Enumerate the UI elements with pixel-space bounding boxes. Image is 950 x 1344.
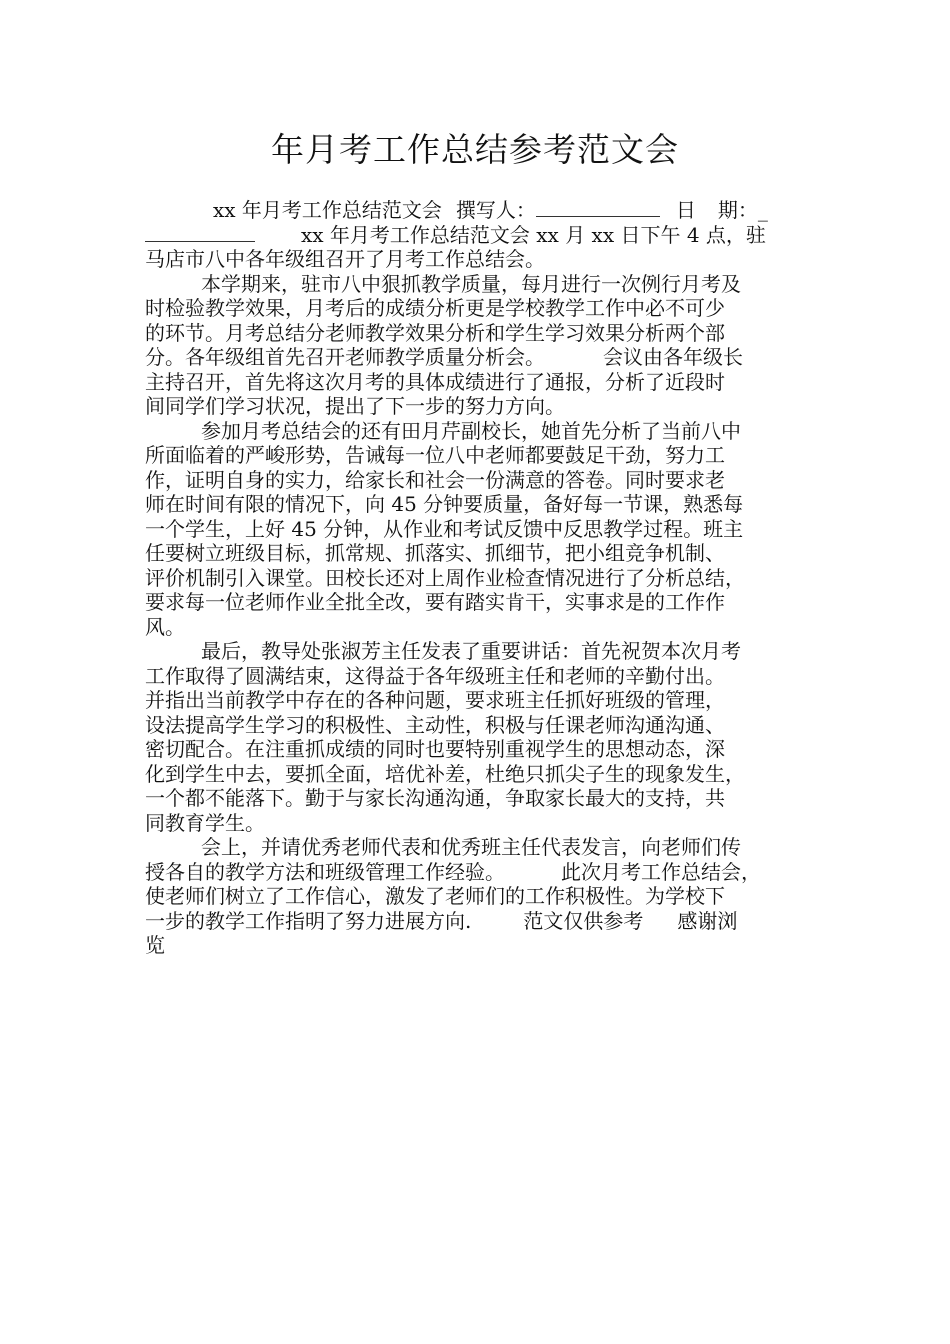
p2-line: 一个学生，上好 45 分钟，从作业和考试反馈中反思教学过程。班主 — [145, 516, 744, 541]
p3-line: 化到学生中去，要抓全面，培优补差，杜绝只抓尖子生的现象发生， — [145, 761, 745, 786]
date-blank-start: _ — [757, 198, 768, 222]
p3-line: 最后，教导处张淑芳主任发表了重要讲话：首先祝贺本次月考 — [201, 639, 741, 663]
document-body — [145, 198, 810, 958]
p2-line: 任要树立班级目标，抓常规、抓落实、抓细节，把小组竞争机制、 — [145, 541, 725, 565]
date-label-b: 期： — [717, 198, 758, 222]
p3-line: 密切配合。在注重抓成绩的同时也要特别重视学生的思想动态，深 — [145, 737, 725, 761]
p3-line: 一个都不能落下。勤于与家长沟通沟通，争取家长最大的支持，共 — [145, 786, 725, 810]
p1-line — [145, 345, 810, 370]
p1-line-part: 会议由各年级长 — [603, 345, 743, 369]
p3-line: 同教育学生。 — [145, 810, 265, 835]
p2-line: 参加月考总结会的还有田月芹副校长，她首先分析了当前八中 — [201, 418, 741, 443]
p3-line: 工作取得了圆满结束，这得益于各年级班主任和老师的辛勤付出。 — [145, 663, 725, 688]
p2-line: 师在时间有限的情况下，向 45 分钟要质量，备好每一节课，熟悉每 — [145, 492, 744, 516]
p3-line: 设法提高学生学习的积极性、主动性，积极与任课老师沟通沟通、 — [145, 712, 725, 737]
text-line: 马店市八中各年级组召开了月考工作总结会。 — [145, 247, 545, 271]
header-line-2 — [145, 223, 810, 248]
p1-line: 时检验教学效果，月考后的成绩分析更是学校教学工作中必不可少 — [145, 296, 725, 320]
date-blank — [145, 223, 255, 242]
p2-line: 风。 — [145, 614, 185, 639]
date-label-a: 日 — [675, 198, 696, 222]
closing-note: 范文仅供参考 — [523, 908, 644, 933]
p1-line: 的环节。月考总结分老师教学效果分析和学生学习效果分析两个部 — [145, 320, 725, 345]
p4-line-part: 此次月考工作总结会， — [561, 859, 761, 884]
document-title: 年月考工作总结参考范文会 — [271, 130, 679, 169]
p1-line: 本学期来，驻市八中狠抓教学质量，每月进行一次例行月考及 — [201, 271, 741, 296]
p2-line: 要求每一位老师作业全批全改，要有踏实肯干，实事求是的工作作 — [145, 590, 725, 614]
p4-line — [145, 860, 810, 885]
p4-line: 览 — [145, 933, 165, 957]
author-label: 撰写人： — [455, 198, 536, 222]
header-line — [145, 198, 810, 223]
p1-line: 间同学们学习状况，提出了下一步的努力方向。 — [145, 394, 565, 418]
p4-line-part: 授各自的教学方法和班级管理工作经验。 — [145, 859, 505, 884]
p4-line-part: 一步的教学工作指明了努力进展方向. — [145, 908, 472, 933]
p3-line: 并指出当前教学中存在的各种问题，要求班主任抓好班级的管理， — [145, 688, 725, 712]
line2-rest: xx 年月考工作总结范文会 xx 月 xx 日下午 4 点，驻 — [301, 222, 766, 247]
header-intro: xx 年月考工作总结范文会 — [213, 198, 442, 222]
p1-line-part: 分。各年级组首先召开老师教学质量分析会。 — [145, 345, 545, 369]
p4-line: 使老师们树立了工作信心，激发了老师们的工作积极性。为学校下 — [145, 884, 725, 908]
p4-line: 会上，并请优秀老师代表和优秀班主任代表发言，向老师们传 — [201, 835, 741, 859]
author-blank — [536, 198, 660, 217]
p2-line: 所面临着的严峻形势，告诫每一位八中老师都要鼓足干劲，努力工 — [145, 443, 725, 467]
p2-line: 作，证明自身的实力，给家长和社会一份满意的答卷。同时要求老 — [145, 467, 725, 492]
p1-line: 主持召开，首先将这次月考的具体成绩进行了通报，分析了近段时 — [145, 369, 725, 394]
p2-line: 评价机制引入课堂。田校长还对上周作业检查情况进行了分析总结， — [145, 565, 745, 590]
closing-thanks: 感谢浏 — [677, 908, 738, 933]
p4-line — [145, 909, 810, 934]
